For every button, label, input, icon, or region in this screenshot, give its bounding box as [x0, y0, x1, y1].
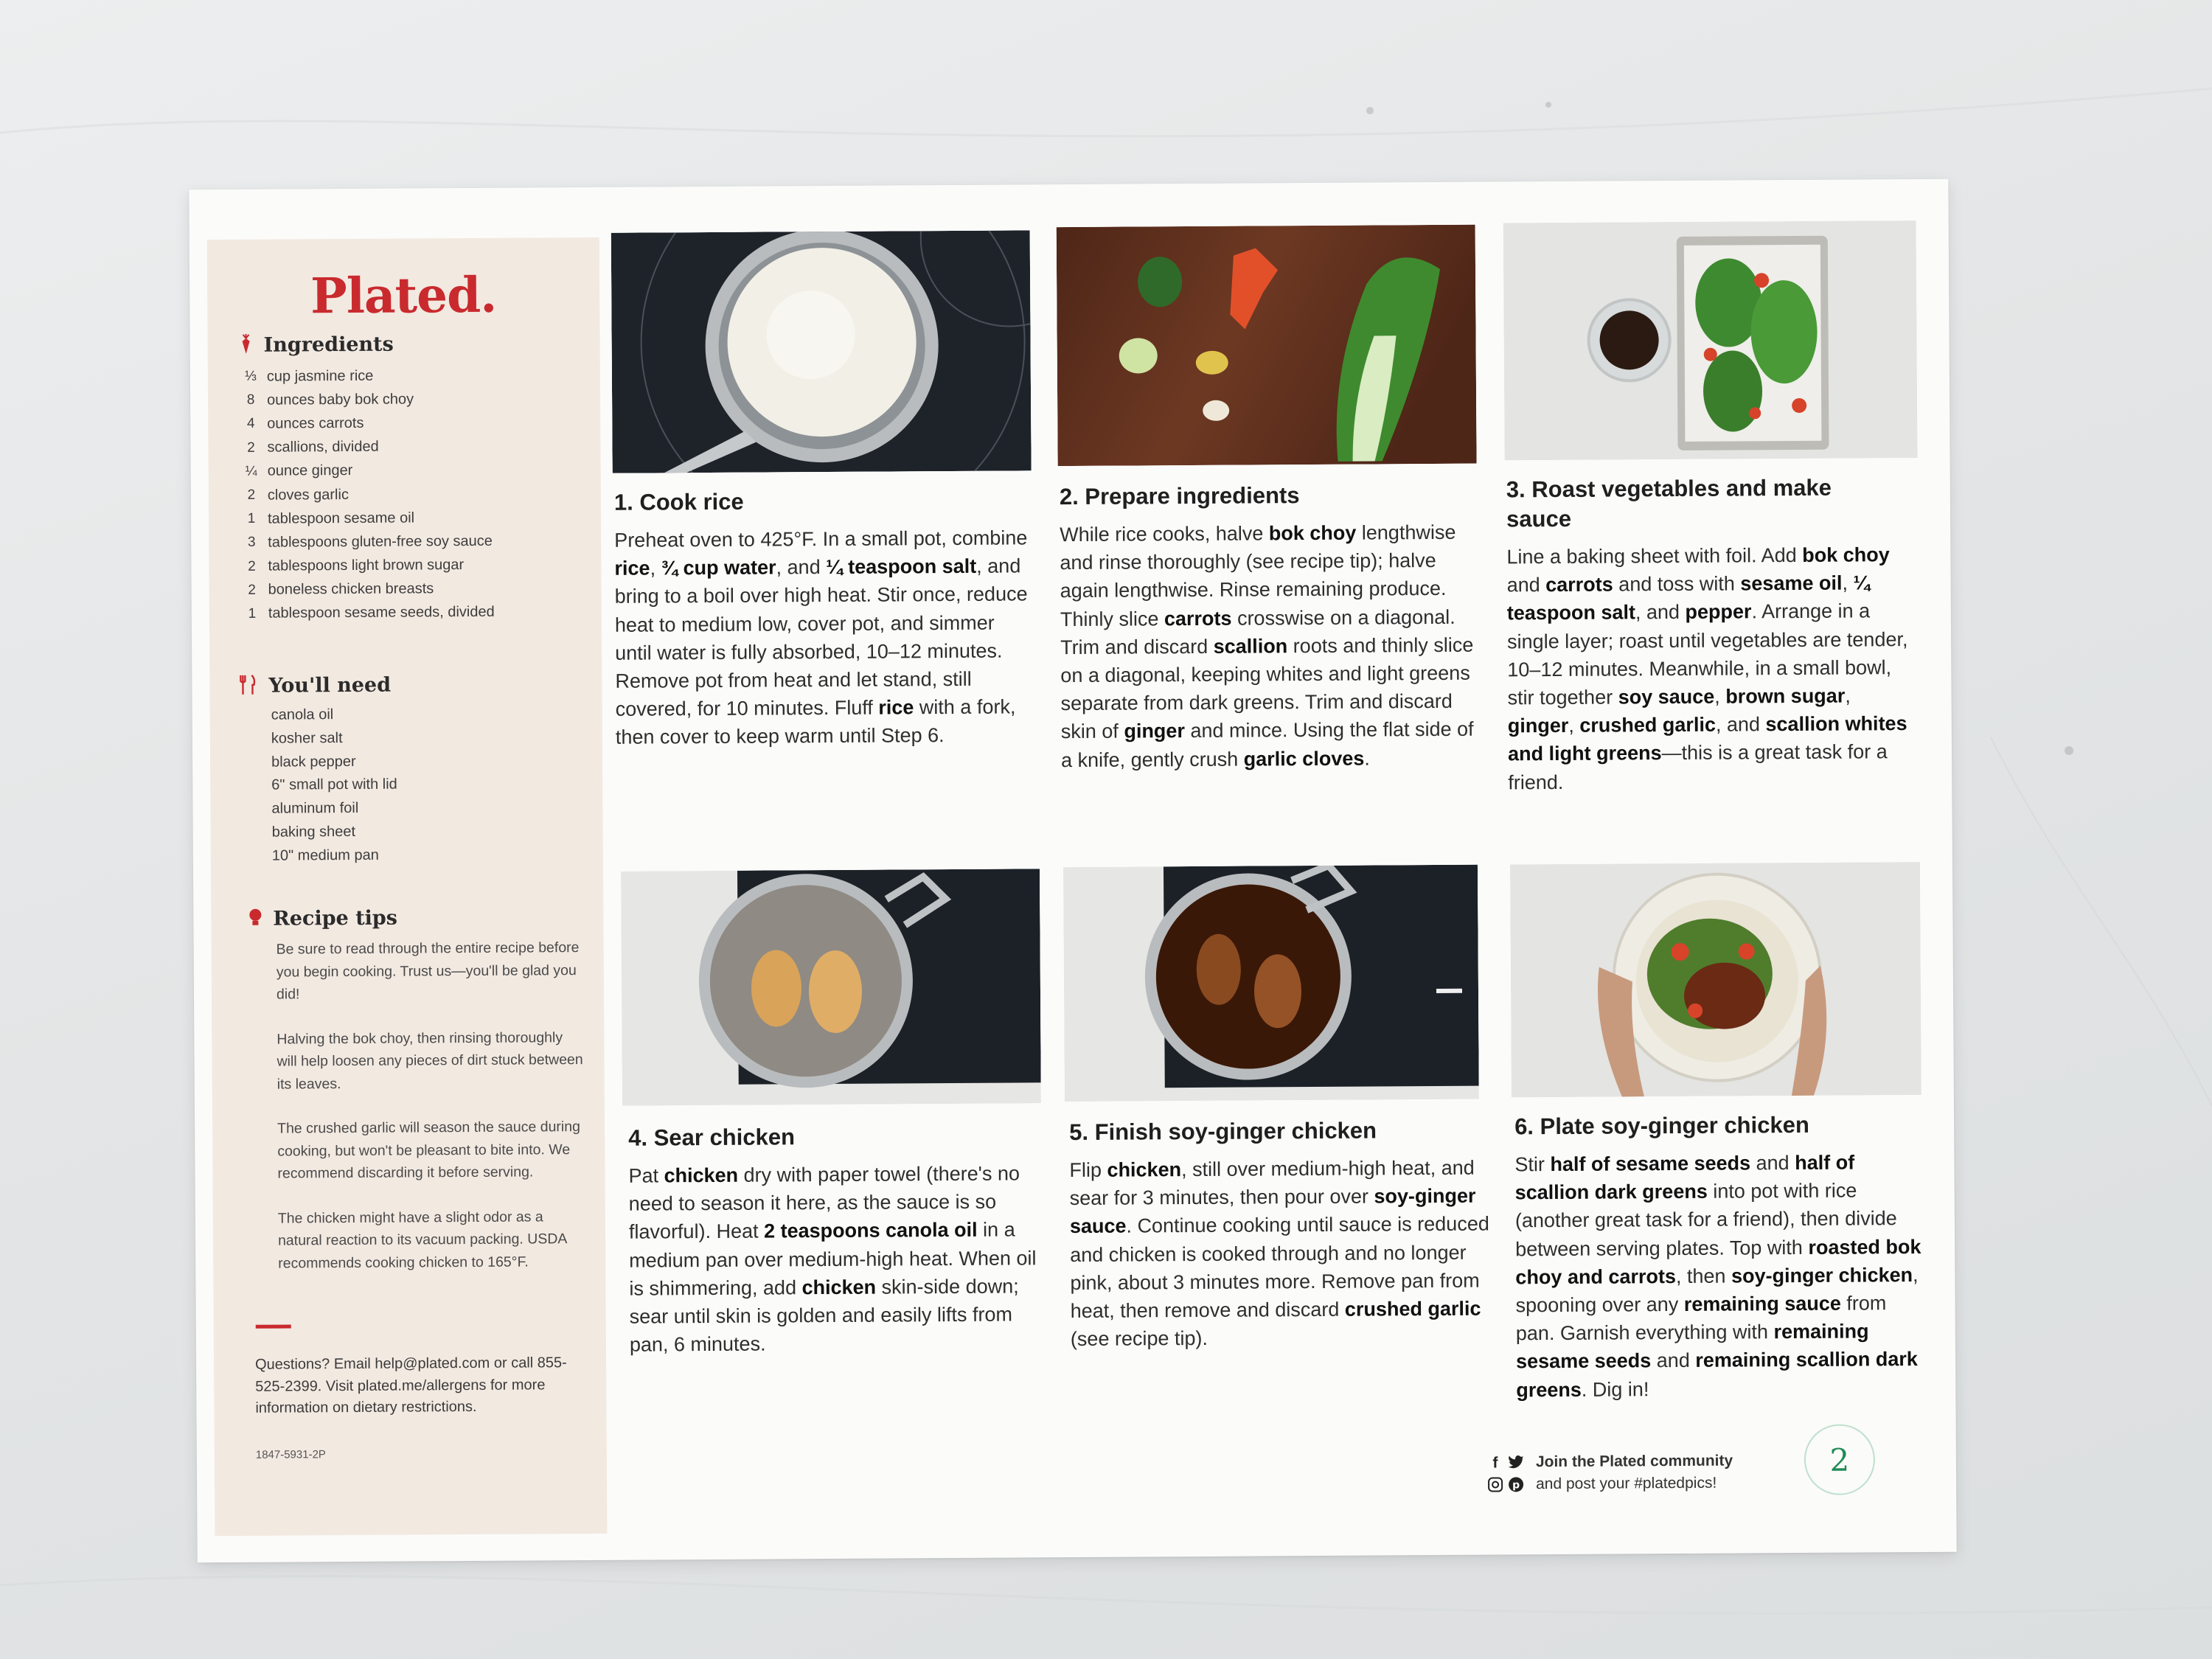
- ingredient-item: [238, 458, 592, 484]
- ingredient-name: boneless chicken breasts: [268, 580, 434, 598]
- step-title: 3. Roast vegetables and make sauce: [1506, 474, 1832, 532]
- ingredient-qty: ¼: [245, 463, 257, 479]
- recipe-tip: The crushed garlic will season the sauce during cooking, but won't be pleasant to bite into. We recommend discarding it before serving.: [277, 1119, 580, 1182]
- social-line-1: Join the Plated community: [1535, 1452, 1733, 1471]
- recipe-tips-title: Recipe tips: [273, 906, 398, 931]
- ingredient-name: ounce ginger: [267, 462, 353, 480]
- recipe-tip: The chicken might have a slight odor as a natural reaction to its vacuum packing. USDA recommends cooking chicken to 165°F.: [277, 1208, 567, 1272]
- pan-chicken-photo: [621, 869, 1041, 1105]
- step-3: [1506, 473, 1919, 794]
- step-title: 6. Plate soy-ginger chicken: [1514, 1111, 1809, 1140]
- pot-of-rice-photo: [611, 230, 1032, 473]
- facebook-icon[interactable]: f: [1492, 1454, 1498, 1472]
- fork-knife-icon: [239, 675, 257, 695]
- step-body: Stir half of sesame seeds and half of scallion dark greens into pot with rice (another great task for a friend), then divide between serving plates. Top with roasted bok choy and carrots, then soy-ginger chicken, spooning over any remaining sauce from pan. Garnish everything with remaining sesame seeds and remaining scallion dark greens. Dig in!: [1514, 1151, 1921, 1401]
- recipe-tips-list: [276, 936, 588, 1297]
- plated-logo: Plated.: [310, 265, 497, 325]
- lightbulb-icon: [246, 908, 264, 928]
- tool-item: 6" small pot with lid: [271, 776, 397, 794]
- step-title: 2. Prepare ingredients: [1059, 482, 1300, 510]
- step-6: [1514, 1110, 1927, 1401]
- ingredient-item: [237, 363, 591, 389]
- ingredient-qty: 3: [247, 535, 256, 551]
- svg-text:p: p: [1512, 1479, 1520, 1492]
- step-title: 5. Finish soy-ginger chicken: [1069, 1117, 1377, 1146]
- tool-item: black pepper: [271, 753, 356, 771]
- recipe-card: [189, 179, 1956, 1563]
- ingredient-name: tablespoon sesame seeds, divided: [268, 604, 495, 622]
- step-body: Preheat oven to 425°F. In a small pot, combine rice, ¾ cup water, and ¼ teaspoon salt, and bring to a boil over high heat. Stir once, reduce heat to medium low, cover pot, and simmer until water is fully absorbed, 10–12 minutes. Remove pot from heat and let stand, still covered, for 10 minutes. Fluff rice with a fork, then cover to keep warm until Step 6.: [614, 526, 1028, 749]
- ingredient-item: [238, 481, 592, 507]
- ingredient-item: [238, 505, 592, 531]
- pan-sauce-chicken-photo: [1063, 865, 1479, 1102]
- twitter-icon[interactable]: [1508, 1454, 1524, 1470]
- serving-badge: [1804, 1424, 1876, 1495]
- ingredient-qty: ⅓: [244, 368, 257, 384]
- ingredient-qty: 4: [246, 416, 255, 432]
- step-1: [613, 485, 1034, 749]
- ingredient-name: tablespoon sesame oil: [267, 509, 415, 527]
- step-title: 1. Cook rice: [613, 488, 744, 515]
- ingredient-qty: 2: [248, 582, 256, 598]
- contact-info: Questions? Email help@plated.com or call 855-525-2399. Visit plated.me/allergens for more information on dietary restrictions.: [255, 1354, 567, 1416]
- ingredient-qty: 2: [247, 439, 255, 456]
- ingredient-name: ounces carrots: [267, 414, 364, 432]
- step-body: Line a baking sheet with foil. Add bok choy and carrots and toss with sesame oil, ¼ teaspoon salt, and pepper. Arrange in a single layer; roast until vegetables are tender, 10–12 minutes. Meanwhile, in a small bowl, stir together soy sauce, brown sugar, ginger, crushed garlic, and scallion whites and light greens—this is a great task for a friend.: [1506, 543, 1908, 794]
- ingredients-list: [237, 363, 593, 626]
- ingredient-item: [237, 434, 591, 460]
- step-5: [1069, 1116, 1489, 1351]
- document-code: 1847-5931-2P: [255, 1448, 326, 1461]
- recipe-tip: Be sure to read through the entire recipe before you begin cooking. Trust us—you'll be glad you did!: [276, 939, 580, 1003]
- ingredient-qty: 2: [247, 487, 256, 503]
- tool-item: 10" medium pan: [271, 846, 379, 864]
- carrot-icon: [237, 334, 255, 355]
- step-body: Flip chicken, still over medium-high heat, and sear for 3 minutes, then pour over soy-ginger sauce. Continue cooking until sauce is reduced and chicken is cooked through and no longer pink, about 3 minutes more. Remove pan from heat, then remove and discard crushed garlic (see recipe tip).: [1069, 1156, 1489, 1351]
- instagram-icon[interactable]: [1487, 1476, 1503, 1492]
- step-body: While rice cooks, halve bok choy lengthwise and rinse thoroughly (see recipe tip); halve again lengthwise. Rinse remaining produce. Thinly slice carrots crosswise on a diagonal. Trim and discard scallion roots and thinly slice on a diagonal, keeping whites and light greens separate from dark greens. Trim and discard skin of ginger and mince. Using the flat side of a knife, gently crush garlic cloves.: [1060, 521, 1474, 771]
- ingredient-name: ounces baby bok choy: [267, 391, 414, 408]
- ingredient-name: cup jasmine rice: [266, 367, 374, 385]
- ingredient-qty: 1: [248, 605, 257, 622]
- ingredient-qty: 8: [246, 392, 255, 408]
- ingredients-title: Ingredients: [263, 333, 394, 357]
- step-2: [1059, 480, 1480, 771]
- ingredient-qty: 2: [248, 558, 256, 574]
- ingredient-name: cloves garlic: [267, 486, 349, 504]
- ingredient-item: [238, 552, 592, 578]
- youll-need-title: You'll need: [268, 673, 392, 698]
- serving-count: 2: [1829, 1441, 1850, 1478]
- divider: [256, 1324, 291, 1328]
- step-4: [628, 1121, 1048, 1356]
- ingredient-qty: 1: [247, 510, 256, 527]
- tool-item: canola oil: [271, 706, 334, 723]
- tool-item: kosher salt: [271, 729, 343, 747]
- social-footer: [1487, 1450, 1797, 1496]
- baking-sheet-vegetables-photo: [1503, 220, 1918, 460]
- cutting-board-produce-photo: [1057, 225, 1477, 466]
- ingredient-name: tablespoons light brown sugar: [268, 557, 465, 574]
- ingredient-item: [237, 410, 591, 436]
- tool-item: baking sheet: [271, 823, 356, 841]
- social-line-2: and post your #platedpics!: [1536, 1474, 1717, 1493]
- pinterest-icon[interactable]: [1508, 1476, 1524, 1492]
- ingredient-item: [238, 529, 592, 554]
- step-title: 4. Sear chicken: [628, 1124, 796, 1151]
- youll-need-list: [271, 702, 582, 868]
- ingredient-name: scallions, divided: [267, 438, 379, 456]
- ingredient-item: [239, 577, 593, 602]
- recipe-tip: Halving the bok choy, then rinsing thoroughly will help loosen any pieces of dirt stuck between its leaves.: [276, 1029, 583, 1093]
- plated-dish-photo: [1510, 862, 1921, 1097]
- ingredient-name: tablespoons gluten-free soy sauce: [268, 532, 493, 551]
- ingredient-item: [237, 386, 591, 412]
- sidebar: [207, 237, 608, 1536]
- ingredient-item: [239, 600, 593, 626]
- step-body: Pat chicken dry with paper towel (there's no need to season it here, as the sauce is so flavorful). Heat 2 teaspoons canola oil in a medium pan over medium-high heat. When oil is shimmering, add chicken skin-side down; sear until skin is golden and easily lifts from pan, 6 minutes.: [628, 1162, 1037, 1356]
- tool-item: aluminum foil: [271, 800, 359, 817]
